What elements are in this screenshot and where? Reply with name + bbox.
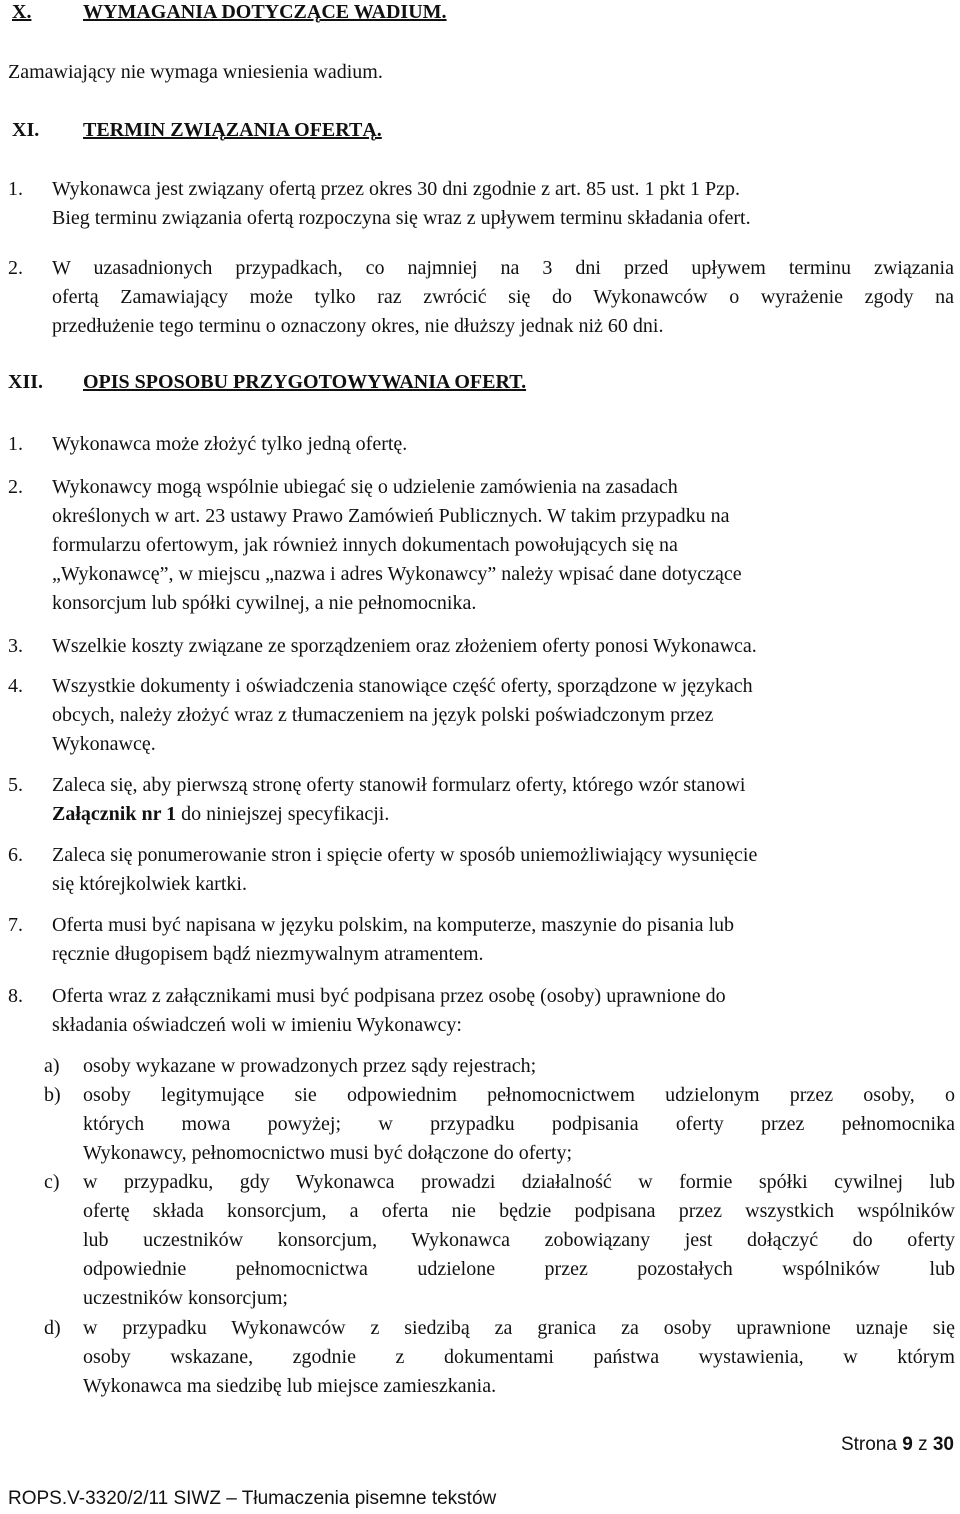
sec12-item-line: składania oświadczeń woli w imieniu Wykonawcy: <box>52 1014 462 1036</box>
sec12-item-number: 8. <box>8 985 23 1007</box>
sub-item-line: w przypadku Wykonawców z siedzibą za granica za osoby uprawnione uznaje się <box>83 1317 955 1339</box>
sub-item-line: uczestników konsorcjum; <box>83 1287 288 1309</box>
sec12-item-line: „Wykonawcę”, w miejscu „nazwa i adres Wykonawcy” należy wpisać dane dotyczące <box>52 563 742 585</box>
section-12-number: XII. <box>8 371 44 393</box>
sec11-item-2-line: przedłużenie tego terminu o oznaczony okres, nie dłuższy jednak niż 60 dni. <box>52 315 664 337</box>
sec12-item-number: 2. <box>8 476 23 498</box>
sec11-item-2-number: 2. <box>8 257 23 279</box>
page-current: 9 <box>902 1434 913 1455</box>
sec12-item-line: Wszystkie dokumenty i oświadczenia stanowiące część oferty, sporządzone w językach <box>52 675 753 697</box>
sec12-item-line: Wykonawcę. <box>52 733 156 755</box>
page-prefix: Strona <box>840 1434 903 1455</box>
sec12-item-number: 4. <box>8 675 23 697</box>
sec12-item-line <box>52 802 389 826</box>
sub-item-line: osoby wskazane, zgodnie z dokumentami państwa wystawienia, w którym <box>83 1346 955 1368</box>
page-total: 30 <box>932 1434 954 1455</box>
section-12-title: OPIS SPOSOBU PRZYGOTOWYWANIA OFERT. <box>83 371 527 393</box>
sec12-item-line: określonych w art. 23 ustawy Prawo Zamówień Publicznych. W takim przypadku na <box>52 505 730 527</box>
sec12-item-line: obcych, należy złożyć wraz z tłumaczeniem na język polski poświadczonym przez <box>52 704 714 726</box>
section-11-title: TERMIN ZWIĄZANIA OFERTĄ. <box>83 119 382 141</box>
sec12-item-line: Wykonawcy mogą wspólnie ubiegać się o udzielenie zamówienia na zasadach <box>52 476 678 498</box>
section-11-number: XI. <box>12 119 40 141</box>
sub-item-line: lub uczestników konsorcjum, Wykonawca zobowiązany jest dołączyć do oferty <box>83 1229 955 1251</box>
sub-item-line: których mowa powyżej; w przypadku podpisania oferty przez pełnomocnika <box>83 1113 955 1135</box>
sub-item-letter: d) <box>44 1317 61 1339</box>
section-10-title: WYMAGANIA DOTYCZĄCE WADIUM. <box>83 1 447 23</box>
sub-item-line: w przypadku, gdy Wykonawca prowadzi działalność w formie spółki cywilnej lub <box>83 1171 955 1193</box>
sec12-item-line: Wykonawca może złożyć tylko jedną ofertę. <box>52 433 408 455</box>
sub-item-line: osoby wykazane w prowadzonych przez sądy rejestrach; <box>83 1055 537 1077</box>
sec12-item-line: się którejkolwiek kartki. <box>52 873 247 895</box>
sec12-item-line: Zaleca się ponumerowanie stron i spięcie oferty w sposób uniemożliwiający wysunięcie <box>52 844 758 866</box>
sec11-item-1-line: Bieg terminu związania ofertą rozpoczyna się wraz z upływem terminu składania ofert. <box>52 207 751 229</box>
sec11-item-2-line: W uzasadnionych przypadkach, co najmniej na 3 dni przed upływem terminu związania <box>52 257 954 279</box>
sec12-item-line: Oferta wraz z załącznikami musi być podpisana przez osobę (osoby) uprawnione do <box>52 985 726 1007</box>
sub-item-letter: b) <box>44 1084 61 1106</box>
section-10-number: X. <box>12 1 32 23</box>
sec12-item-line: Oferta musi być napisana w języku polskim, na komputerze, maszynie do pisania lub <box>52 914 735 936</box>
sub-item-line: ofertę składa konsorcjum, a oferta nie będzie podpisana przez wszystkich wspólników <box>83 1200 955 1222</box>
page-separator: z <box>912 1434 933 1455</box>
sec12-item-number: 3. <box>8 635 23 657</box>
sec12-item-line: formularzu ofertowym, jak również innych dokumentach powołujących się na <box>52 534 678 556</box>
sec12-item-number: 7. <box>8 914 23 936</box>
sec12-item-number: 5. <box>8 774 23 796</box>
sub-item-line: Wykonawcy, pełnomocnictwo musi być dołączone do oferty; <box>83 1142 573 1164</box>
sec11-item-1-line: Wykonawca jest związany ofertą przez okres 30 dni zgodnie z art. 85 ust. 1 pkt 1 Pzp. <box>52 178 741 200</box>
sub-item-line: Wykonawca ma siedzibę lub miejsce zamieszkania. <box>83 1375 497 1397</box>
sec12-item-line: konsorcjum lub spółki cywilnej, a nie pełnomocnika. <box>52 592 477 614</box>
attachment-reference: Załącznik nr 1 <box>52 803 177 825</box>
sec11-item-1-number: 1. <box>8 178 23 200</box>
sec12-item-number: 6. <box>8 844 23 866</box>
attachment-reference-rest: do niniejszej specyfikacji. <box>176 803 390 825</box>
sec12-item-line: Wszelkie koszty związane ze sporządzeniem oraz złożeniem oferty ponosi Wykonawca. <box>52 635 757 657</box>
sec12-item-number: 1. <box>8 433 23 455</box>
footer-reference: ROPS.V-3320/2/11 SIWZ – Tłumaczenia pisemne tekstów <box>8 1488 497 1509</box>
sec11-item-2-line: ofertą Zamawiający może tylko raz zwrócić się do Wykonawców o wyrażenie zgody na <box>52 286 954 308</box>
page-number <box>841 1434 954 1456</box>
sec12-item-line: Zaleca się, aby pierwszą stronę oferty stanowił formularz oferty, którego wzór stanowi <box>52 774 746 796</box>
sec12-item-line: ręcznie długopisem bądź niezmywalnym atramentem. <box>52 943 484 965</box>
section-10-text: Zamawiający nie wymaga wniesienia wadium. <box>8 61 383 83</box>
sub-item-letter: a) <box>44 1055 60 1077</box>
sub-item-line: odpowiednie pełnomocnictwa udzielone przez pozostałych wspólników lub <box>83 1258 955 1280</box>
sub-item-letter: c) <box>44 1171 60 1193</box>
sub-item-line: osoby legitymujące sie odpowiednim pełnomocnictwem udzielonym przez osoby, o <box>83 1084 955 1106</box>
